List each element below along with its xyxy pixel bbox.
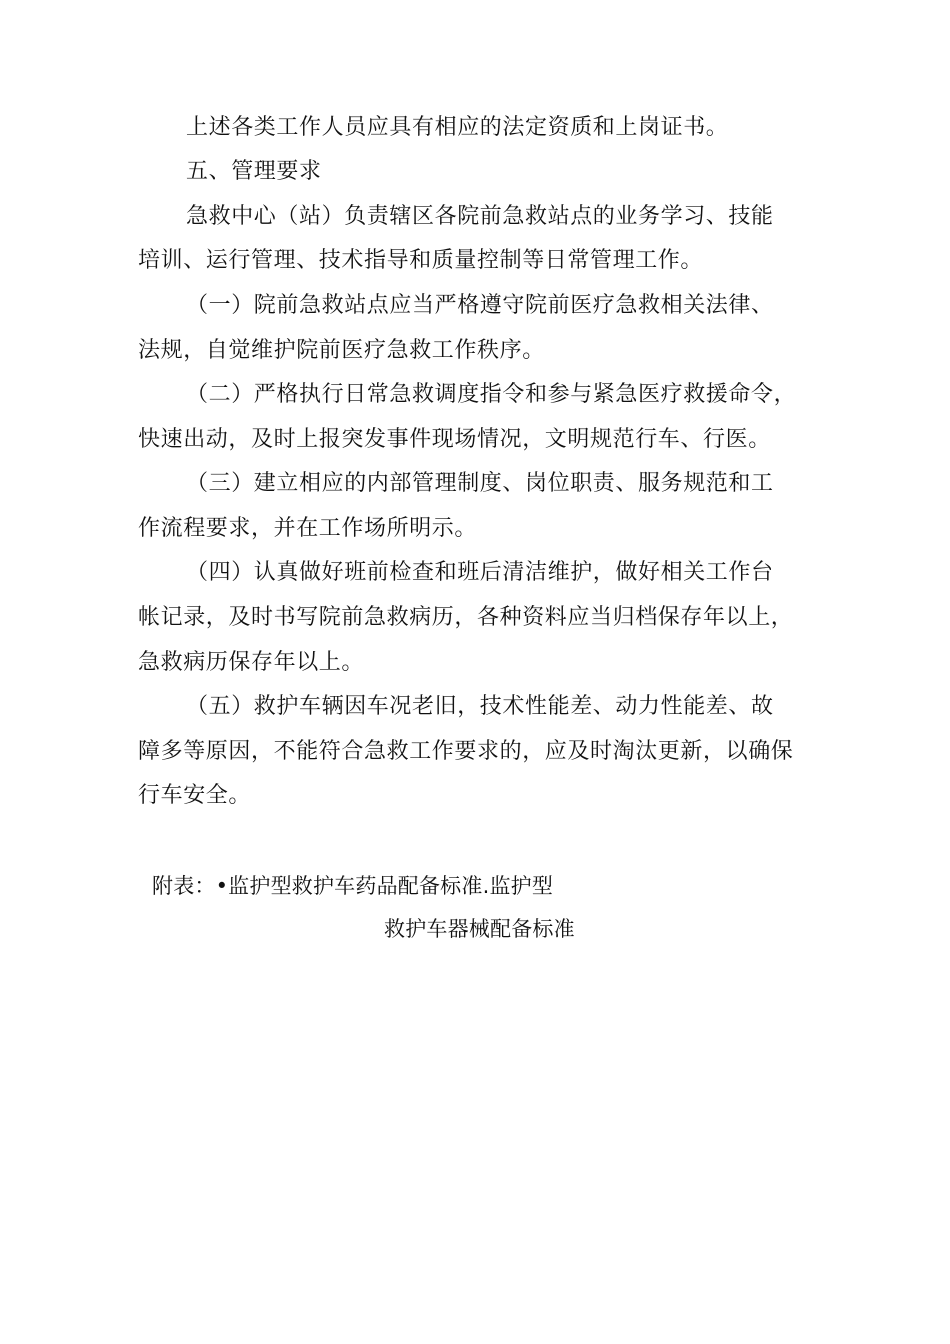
paragraph-line: （四）认真做好班前检查和班后清洁维护，做好相关工作台 <box>186 560 774 585</box>
paragraph-line: 急救病历保存年以上。 <box>138 650 365 675</box>
paragraph-line: 法规，自觉维护院前医疗急救工作秩序。 <box>138 338 545 363</box>
paragraph-line: 上述各类工作人员应具有相应的法定资质和上岗证书。 <box>186 115 729 140</box>
paragraph-line: （二）严格执行日常急救调度指令和参与紧急医疗救援命令， <box>186 382 797 407</box>
paragraph-line: （三）建立相应的内部管理制度、岗位职责、服务规范和工 <box>186 471 774 496</box>
attachment-line-1: 附表：•监护型救护车药品配备标准.监护型 <box>152 874 554 898</box>
paragraph-line: 帐记录，及时书写院前急救病历，各种资料应当归档保存年以上， <box>138 605 794 630</box>
paragraph-line: 急救中心（站）负责辖区各院前急救站点的业务学习、技能 <box>186 204 774 229</box>
paragraph-line: 障多等原因，不能符合急救工作要求的，应及时淘汰更新，以确保 <box>138 739 794 764</box>
paragraph-line: 快速出动，及时上报突发事件现场情况，文明规范行车、行医。 <box>138 427 771 452</box>
paragraph-line: （一）院前急救站点应当严格遵守院前医疗急救相关法律、 <box>186 293 774 318</box>
paragraph-line: （五）救护车辆因车况老旧，技术性能差、动力性能差、故 <box>186 694 774 719</box>
attachment-line-2: 救护车器械配备标准 <box>384 917 575 941</box>
paragraph-line: 培训、运行管理、技术指导和质量控制等日常管理工作。 <box>138 248 704 273</box>
section-heading: 五、管理要求 <box>186 159 322 184</box>
paragraph-line: 作流程要求，并在工作场所明示。 <box>138 516 478 541</box>
paragraph-line: 行车安全。 <box>138 783 252 808</box>
